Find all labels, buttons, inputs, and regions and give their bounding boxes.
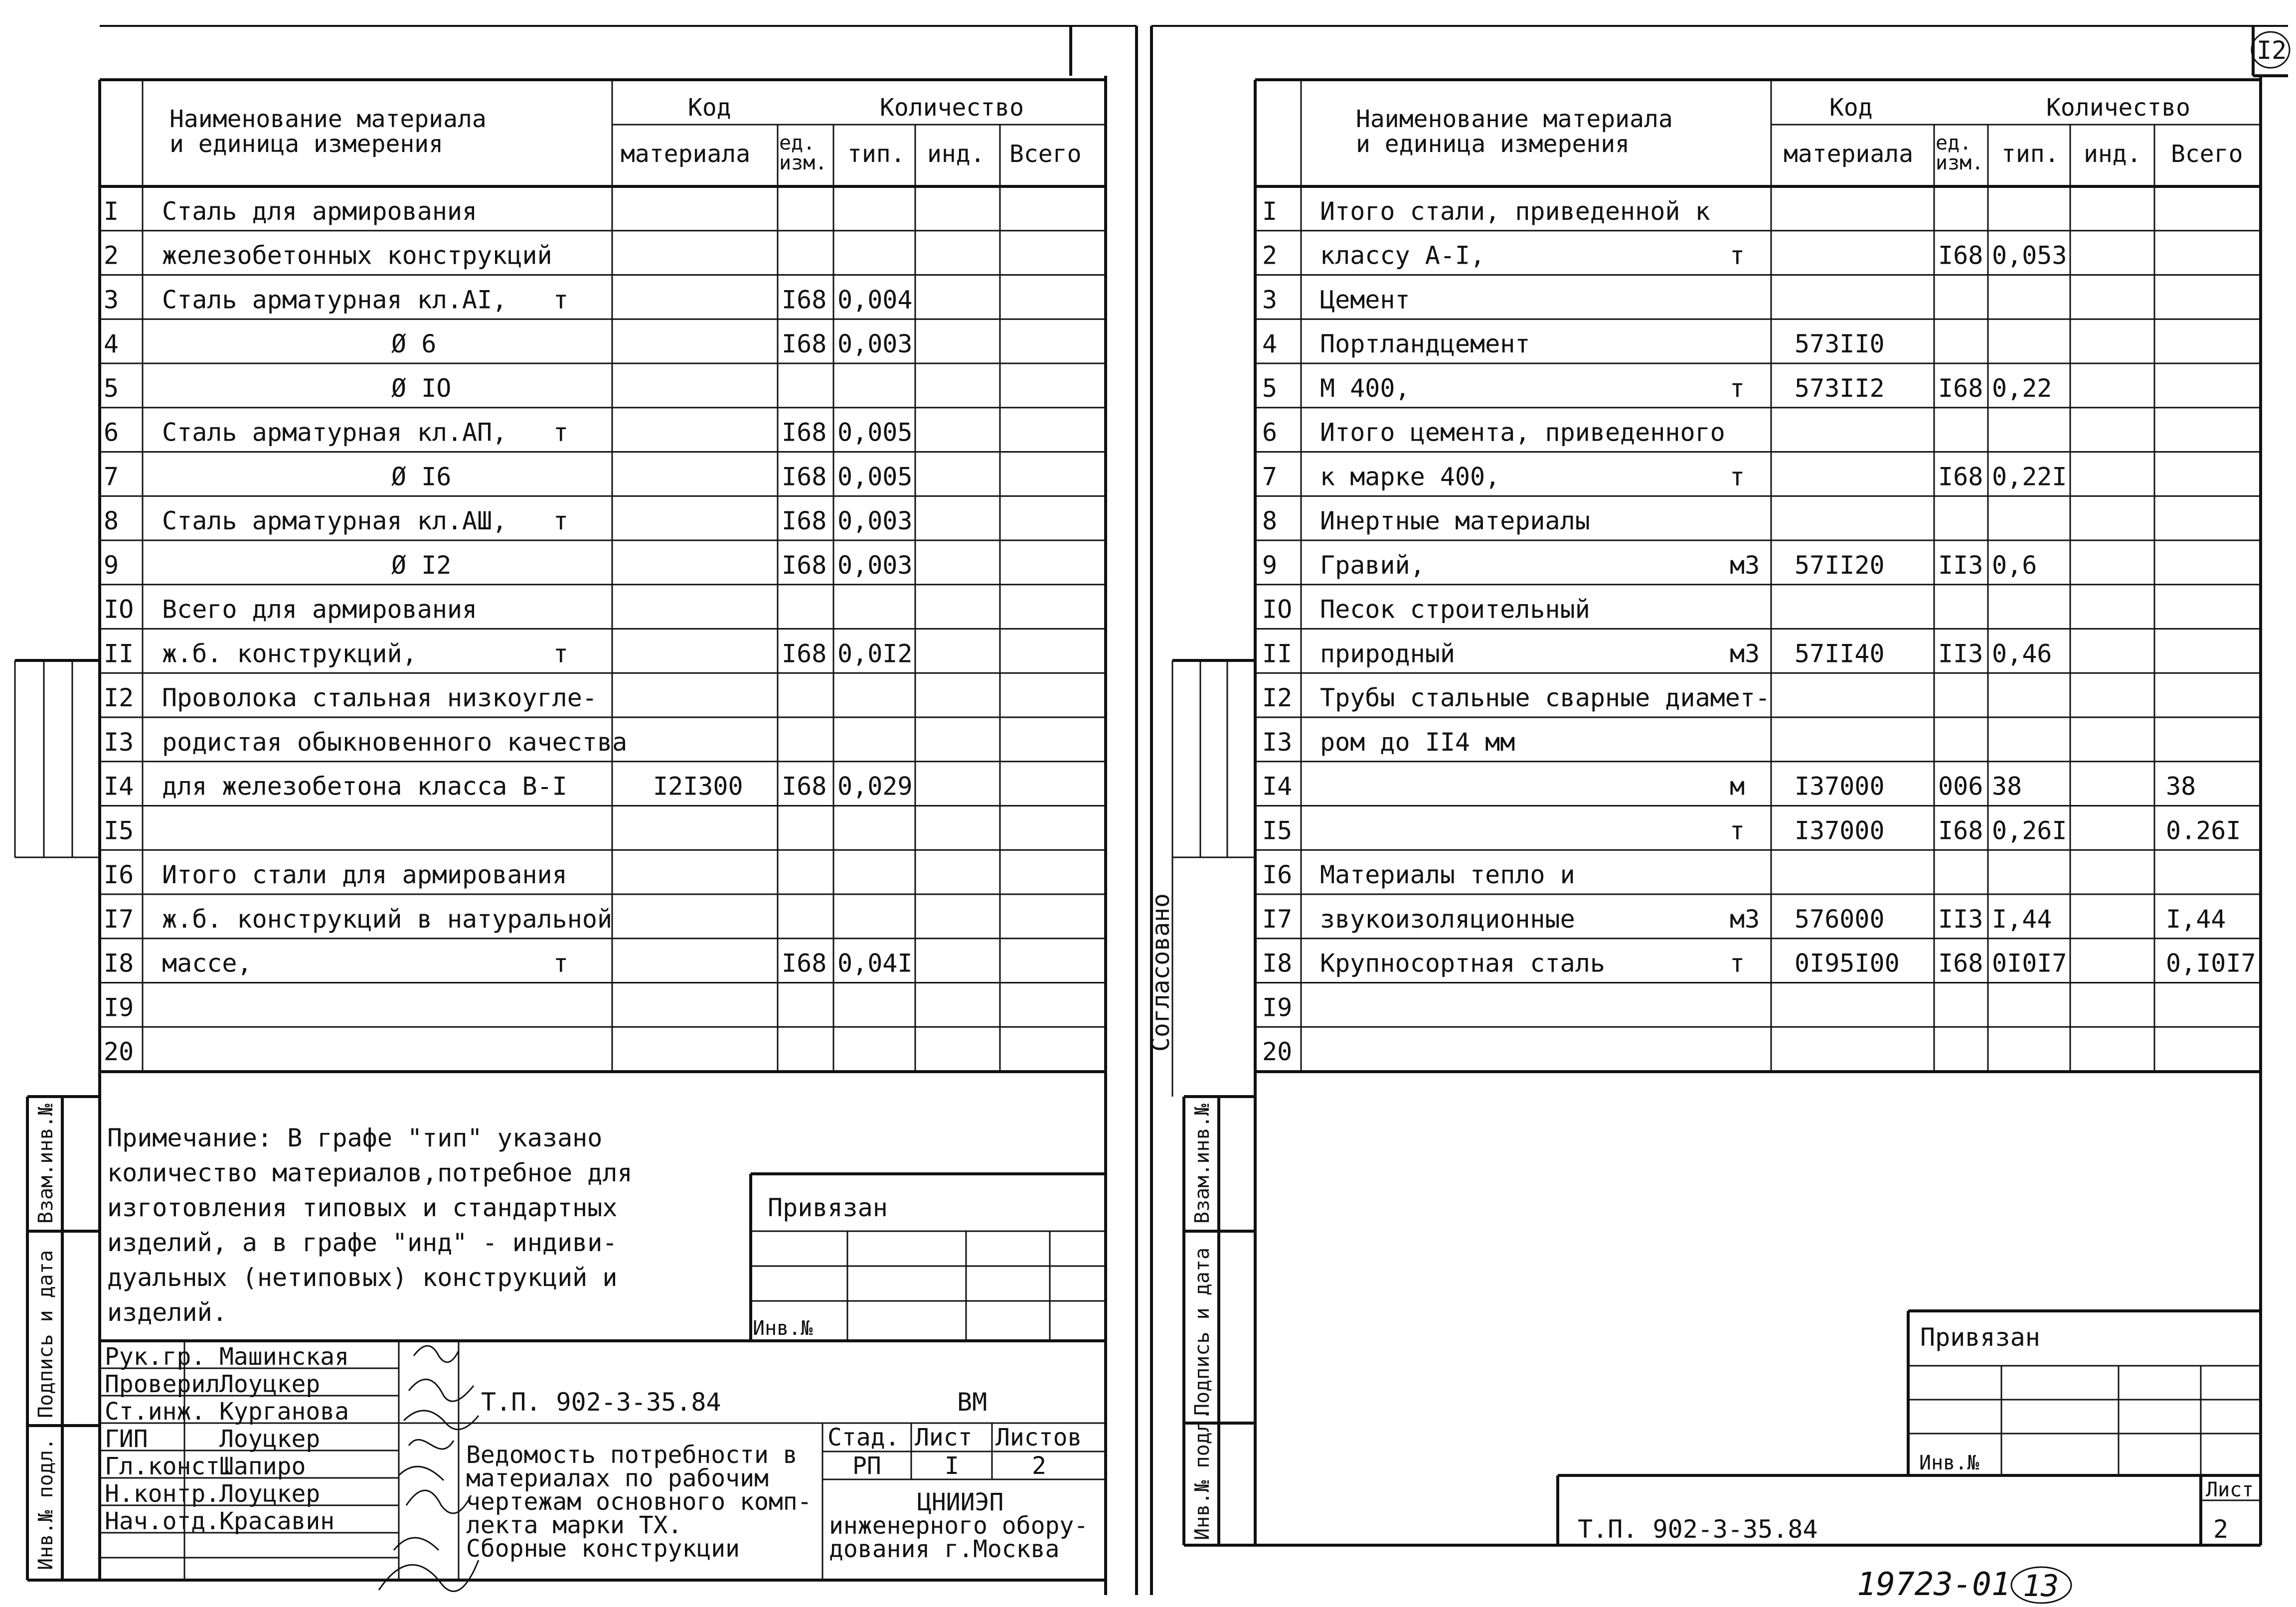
table-row — [104, 418, 913, 447]
row-uom: I68 — [1938, 949, 1983, 978]
header-name-line1: Наименование материала — [1356, 105, 1673, 133]
bottom-circle-number: 13 — [2023, 1569, 2059, 1604]
signer-role: Нач.отд. — [105, 1507, 220, 1535]
row-unit: т — [1730, 241, 1745, 270]
row-number: I7 — [104, 904, 134, 934]
row-uom: I68 — [1938, 462, 1983, 491]
row-number: I5 — [1262, 816, 1293, 845]
row-uom: I68 — [1938, 373, 1983, 403]
note-text — [107, 1124, 633, 1327]
row-name: Инертные материалы — [1320, 506, 1590, 535]
row-name: M 400, — [1320, 373, 1410, 403]
row-number: 2 — [104, 241, 119, 270]
row-uom: I68 — [782, 462, 827, 491]
signatures — [379, 1346, 479, 1592]
right-table-body — [1262, 197, 2256, 1066]
row-uom: I68 — [782, 418, 827, 447]
row-uom: II3 — [1938, 639, 1983, 668]
signer-name: Машинская — [219, 1343, 349, 1371]
note-line: изготовления типовых и стандартных — [107, 1193, 618, 1222]
row-uom: I68 — [782, 329, 827, 358]
row-number: I6 — [104, 860, 134, 889]
row-typ: I,44 — [1992, 904, 2052, 934]
row-number: I — [1262, 196, 1278, 226]
doc-title-line: материалах по рабочим — [466, 1464, 769, 1492]
row-typ: 0,22I — [1992, 462, 2067, 491]
row-typ: 0,005 — [837, 418, 913, 447]
row-uom: 006 — [1938, 772, 1983, 801]
row-number: 6 — [1262, 418, 1278, 447]
row-number: I9 — [1262, 993, 1293, 1022]
header-name-line2: и единица измерения — [1356, 130, 1630, 158]
header-unit-line1: ед. — [779, 132, 816, 155]
row-total: I,44 — [2166, 904, 2226, 934]
row-uom: I68 — [1938, 241, 1983, 270]
row-number: I9 — [104, 993, 134, 1022]
row-typ: 0,26I — [1992, 816, 2067, 845]
row-name: ром до II4 мм — [1320, 727, 1515, 757]
row-unit: т — [1730, 462, 1745, 491]
row-number: 8 — [1262, 506, 1278, 535]
org-line: дования г.Москва — [829, 1535, 1060, 1563]
row-name: Сталь арматурная кл.AШ, — [162, 506, 507, 535]
header-unit-line1: ед. — [1936, 132, 1972, 155]
row-unit: т — [553, 285, 569, 315]
row-name: Гравий, — [1320, 550, 1425, 580]
podpis-label: Подпись и дата — [34, 1250, 57, 1418]
row-number: I — [104, 196, 119, 226]
left-table-header — [169, 94, 1082, 174]
row-number: I5 — [104, 816, 134, 845]
privyazan-label: Привязан — [1920, 1323, 2040, 1352]
row-typ: 0,6 — [1992, 550, 2037, 580]
row-name: Сталь для армирования — [162, 196, 478, 226]
row-unit: т — [553, 418, 569, 447]
row-number: I4 — [104, 772, 134, 801]
row-number: IO — [1262, 595, 1293, 624]
sheet-label: Лист — [915, 1424, 973, 1451]
row-code: 57II40 — [1795, 639, 1885, 668]
row-number: 2 — [1262, 241, 1278, 270]
note-line: дуальных (нетиповых) конструкций и — [107, 1263, 618, 1292]
row-uom: I68 — [782, 949, 827, 978]
left-table-body — [104, 197, 913, 1066]
corner-page-mark — [2252, 32, 2290, 68]
row-typ: 0,029 — [837, 772, 913, 801]
podpis-label: Подпись и дата — [1191, 1247, 1214, 1416]
table-row — [104, 905, 612, 934]
signers-list — [105, 1343, 349, 1535]
inv-podl-label: Инв.№ подл. — [34, 1438, 57, 1570]
table-row — [104, 551, 913, 580]
table-row — [1262, 683, 1770, 712]
table-row — [1262, 329, 1885, 358]
row-typ: 0,005 — [837, 462, 913, 491]
vzam-label: Взам.инв.№ — [1191, 1104, 1214, 1224]
table-row — [1262, 860, 1575, 889]
header-code: Код — [688, 94, 731, 122]
row-name: классу A-I, — [1320, 241, 1485, 270]
row-uom: II3 — [1938, 904, 1983, 934]
note-line: Примечание: В графе "тип" указано — [107, 1124, 603, 1152]
inv-no-label: Инв.№ — [1919, 1451, 1979, 1474]
doc-title-line: чертежам основного комп- — [466, 1488, 812, 1516]
stage-label: Стад. — [827, 1424, 900, 1451]
bottom-code: 19723-01 — [1857, 1566, 2011, 1603]
row-code: 573II2 — [1795, 373, 1885, 403]
table-row — [1262, 241, 2067, 270]
stage-value: РП — [852, 1452, 881, 1480]
right-sheet-value: 2 — [2213, 1515, 2229, 1544]
row-name: Итого стали для армирования — [162, 860, 567, 889]
note-line: изделий, а в графе "инд" - индиви- — [107, 1228, 618, 1257]
signer-role: Проверил — [105, 1370, 220, 1398]
note-line: изделий. — [107, 1298, 227, 1327]
header-code: Код — [1829, 94, 1873, 122]
row-typ: 0,053 — [1992, 241, 2067, 270]
doc-title-line: Ведомость потребности в — [466, 1441, 798, 1469]
row-unit: т — [553, 639, 569, 668]
row-number: 9 — [1262, 550, 1278, 580]
row-number: I4 — [1262, 772, 1293, 801]
header-ind: инд. — [927, 140, 985, 168]
row-typ: 0I0I7 — [1992, 949, 2067, 978]
header-typ: тип. — [2001, 140, 2059, 168]
organization — [829, 1488, 1088, 1563]
signer-name: Лоуцкер — [219, 1370, 321, 1398]
table-row — [1262, 197, 1710, 226]
table-row — [1262, 551, 2037, 580]
row-name: природный — [1320, 639, 1455, 668]
table-row — [104, 595, 477, 624]
row-number: 7 — [104, 462, 119, 491]
row-unit: т — [1730, 949, 1745, 978]
row-name: Сталь арматурная кл.AI, — [162, 285, 507, 315]
row-name: Всего для армирования — [162, 595, 478, 624]
row-name: Итого стали, приведенной к — [1320, 196, 1710, 226]
row-number: 5 — [104, 373, 119, 403]
header-quantity: Количество — [880, 94, 1024, 122]
row-code: 57II20 — [1795, 550, 1885, 580]
header-name-line1: Наименование материала — [169, 105, 487, 133]
right-stamp-frame — [1255, 1072, 2261, 1545]
row-name: Ø I2 — [391, 550, 452, 580]
row-name: к марке 400, — [1320, 462, 1500, 491]
row-uom: I68 — [782, 550, 827, 580]
corner-page-number: I2 — [2257, 36, 2287, 65]
sheets-value: 2 — [1032, 1452, 1046, 1480]
row-number: I2 — [1262, 683, 1293, 712]
row-name: Итого цемента, приведенного — [1320, 418, 1725, 447]
table-row — [1262, 595, 1590, 624]
signer-name: Лоуцкер — [219, 1480, 321, 1508]
table-row — [1262, 993, 1292, 1022]
row-number: I3 — [1262, 727, 1293, 757]
row-unit: т — [1730, 816, 1745, 845]
table-row — [1262, 772, 2196, 801]
row-name: Ø I6 — [391, 462, 452, 491]
row-typ: 0,003 — [837, 550, 913, 580]
doc-code: Т.П. 902-3-35.84 — [481, 1388, 721, 1417]
doc-title-line: Сборные конструкции — [466, 1535, 740, 1563]
row-name: Материалы тепло и — [1320, 860, 1575, 889]
row-number: 6 — [104, 418, 119, 447]
row-name: для железобетона класса B-I — [162, 772, 567, 801]
header-name-line2: и единица измерения — [169, 130, 444, 158]
row-name: массе, — [162, 949, 252, 978]
row-typ: 0,004 — [837, 285, 913, 315]
row-unit: т — [1730, 373, 1745, 403]
bottom-page-mark — [1857, 1566, 2071, 1604]
signer-role: Ст.инж. — [105, 1398, 206, 1426]
header-code-sub: материала — [621, 140, 751, 168]
row-unit: м3 — [1730, 550, 1760, 580]
sheets-label: Листов — [995, 1424, 1082, 1451]
row-unit: м — [1730, 772, 1745, 801]
row-typ: 0,22 — [1992, 373, 2052, 403]
row-code: I37000 — [1795, 816, 1885, 845]
row-number: 4 — [1262, 329, 1278, 358]
table-row — [104, 329, 913, 358]
row-unit: т — [553, 949, 569, 978]
row-typ: 0,46 — [1992, 639, 2052, 668]
row-number: II — [104, 639, 134, 668]
row-name: Ø 6 — [391, 329, 437, 358]
row-number: I7 — [1262, 904, 1293, 934]
table-row — [104, 639, 913, 668]
row-number: IO — [104, 595, 134, 624]
header-total: Всего — [1009, 140, 1082, 168]
row-uom: I68 — [782, 506, 827, 535]
header-quantity: Количество — [2046, 94, 2190, 122]
table-row — [104, 772, 913, 801]
table-row — [1262, 949, 2256, 978]
row-total: 0,I0I7 — [2166, 949, 2256, 978]
row-name: Сталь арматурная кл.AП, — [162, 418, 507, 447]
row-typ: 0,003 — [837, 506, 913, 535]
row-name: Проволока стальная низкоугле- — [162, 683, 597, 712]
header-unit-line2: изм. — [779, 152, 827, 174]
row-total: 38 — [2166, 772, 2196, 801]
row-number: 4 — [104, 329, 119, 358]
org-line: ЦНИИЭП — [917, 1488, 1004, 1516]
table-row — [104, 816, 134, 845]
signer-role: ГИП — [105, 1425, 148, 1453]
table-row — [104, 1037, 134, 1066]
row-uom: I68 — [782, 285, 827, 315]
row-number: I8 — [1262, 949, 1293, 978]
row-unit: т — [553, 506, 569, 535]
row-name: ж.б. конструкций, — [162, 639, 417, 668]
row-name: звукоизоляционные — [1320, 904, 1575, 934]
signer-role: Рук.гр. — [105, 1343, 206, 1371]
header-code-sub: материала — [1784, 140, 1914, 168]
row-number: 8 — [104, 506, 119, 535]
table-row — [104, 462, 913, 491]
org-line: инженерного обору- — [829, 1512, 1089, 1540]
soglasovano-label: Согласовано — [1147, 893, 1175, 1052]
row-unit: м3 — [1730, 639, 1760, 668]
row-name: Цемент — [1320, 285, 1410, 315]
row-name: ж.б. конструкций в натуральной — [162, 904, 613, 934]
table-row — [104, 506, 913, 535]
header-unit-line2: изм. — [1936, 152, 1984, 174]
row-code: 0I95I00 — [1795, 949, 1900, 978]
left-side-strip — [15, 660, 100, 1580]
signer-role: Гл.конст. — [105, 1452, 235, 1480]
signer-name: Лоуцкер — [219, 1425, 321, 1453]
table-row — [104, 728, 627, 757]
row-name: Ø IO — [391, 373, 452, 403]
row-number: 3 — [104, 285, 119, 315]
table-row — [104, 374, 451, 403]
inv-podl-label: Инв.№ подл. — [1191, 1408, 1214, 1540]
doc-title — [466, 1441, 812, 1563]
row-typ: 38 — [1992, 772, 2022, 801]
header-typ: тип. — [847, 140, 905, 168]
row-uom: I68 — [782, 772, 827, 801]
vzam-label: Взам.инв.№ — [34, 1104, 57, 1224]
row-number: I6 — [1262, 860, 1293, 889]
table-row — [1262, 462, 2067, 491]
row-name: родистая обыкновенного качества — [162, 727, 628, 757]
table-row — [1262, 905, 2226, 934]
right-table-header — [1356, 94, 2243, 174]
table-row — [1262, 728, 1515, 757]
sheet-value: I — [945, 1452, 959, 1480]
row-number: 9 — [104, 550, 119, 580]
table-row — [1262, 816, 2241, 845]
table-row — [104, 197, 477, 226]
row-code: I37000 — [1795, 772, 1885, 801]
row-number: 3 — [1262, 285, 1278, 315]
table-row — [104, 241, 552, 270]
table-row — [1262, 418, 1725, 447]
signer-name: Шапиро — [219, 1452, 306, 1480]
row-unit: м3 — [1730, 904, 1760, 934]
note-line: количество материалов,потребное для — [107, 1158, 633, 1187]
row-uom: II3 — [1938, 550, 1983, 580]
row-number: I3 — [104, 727, 134, 757]
table-row — [104, 993, 134, 1022]
doc-title-line: лекта марки TX. — [466, 1511, 682, 1539]
table-row — [104, 949, 913, 978]
row-uom: I68 — [782, 639, 827, 668]
row-number: I8 — [104, 949, 134, 978]
row-number: 5 — [1262, 373, 1278, 403]
doc-mark: BM — [957, 1388, 987, 1417]
privyazan-label: Привязан — [768, 1193, 888, 1222]
row-number: 7 — [1262, 462, 1278, 491]
row-total: 0.26I — [2166, 816, 2241, 845]
row-number: 20 — [104, 1037, 134, 1066]
row-name: Портландцемент — [1320, 329, 1530, 358]
row-typ: 0,04I — [837, 949, 913, 978]
row-number: II — [1262, 639, 1293, 668]
table-row — [1262, 1037, 1292, 1066]
row-name: Песок строительный — [1320, 595, 1590, 624]
table-row — [104, 285, 913, 314]
row-name: Трубы стальные сварные диамет- — [1320, 683, 1771, 712]
inv-no-label: Инв.№ — [753, 1317, 813, 1340]
row-number: 20 — [1262, 1037, 1293, 1066]
header-ind: инд. — [2084, 140, 2141, 168]
row-uom: I68 — [1938, 816, 1983, 845]
signer-name: Курганова — [219, 1398, 349, 1426]
row-name: Крупносортная сталь — [1320, 949, 1605, 978]
row-name: железобетонных конструкций — [162, 241, 552, 270]
row-typ: 0,0I2 — [837, 639, 913, 668]
signer-name: Красавин — [219, 1507, 335, 1535]
header-total: Всего — [2171, 140, 2243, 168]
table-row — [1262, 285, 1410, 314]
right-side-strip — [1147, 660, 1255, 1545]
row-code: 576000 — [1795, 904, 1885, 934]
table-row — [104, 683, 597, 712]
right-sheet-label: Лист — [2206, 1478, 2254, 1501]
table-row — [1262, 506, 1590, 535]
signer-role: Н.контр. — [105, 1480, 220, 1508]
table-row — [104, 860, 567, 889]
row-code: 573II0 — [1795, 329, 1885, 358]
row-code: I2I300 — [653, 772, 743, 801]
row-number: I2 — [104, 683, 134, 712]
right-doc-code: Т.П. 902-3-35.84 — [1578, 1515, 1818, 1544]
row-typ: 0,003 — [837, 329, 913, 358]
